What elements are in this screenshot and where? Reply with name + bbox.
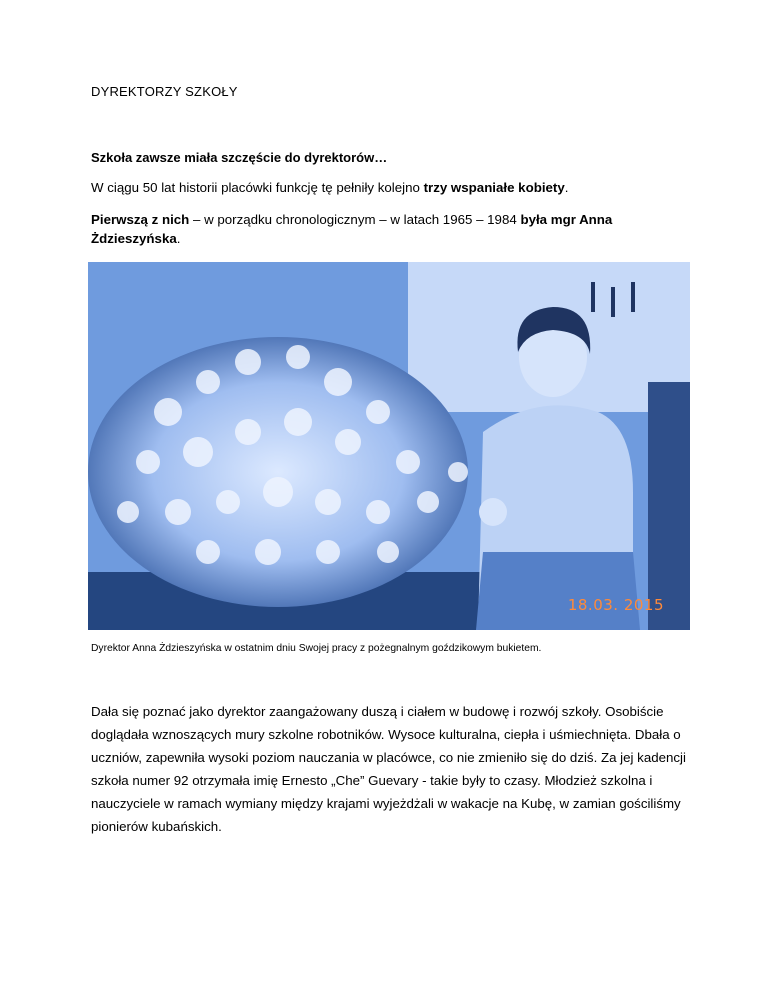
first-bold-start: Pierwszą z nich	[91, 212, 190, 227]
first-bold-name: była mgr Anna Żdzieszyńska	[91, 212, 613, 246]
document-heading: DYREKTORZY SZKOŁY	[91, 84, 238, 99]
woman-skirt	[476, 552, 640, 630]
director-photo	[88, 262, 690, 630]
woman-hand	[479, 498, 507, 526]
photo-illustration	[88, 262, 690, 630]
first-text: – w porządku chronologicznym – w latach 1965 – 1984	[189, 212, 521, 227]
bookshelf	[648, 382, 690, 630]
biography-paragraph: Dała się poznać jako dyrektor zaangażowany duszą i ciałem w budowę i rozwój szkoły. Osobiście doglądała wznoszących mury szkolne robotników. Wysoce kulturalna, ciepła i uśmiechnięta. Dbała o uczniów, zapewniła wysoki poziom nauczania w placówce, co nie zmieniło się do dziś. Za jej kadencji szkoła numer 92 otrzymała imię Ernesto „Che” Guevary - takie były to czasy. Młodzież szkolna i nauczyciele w ramach wymiany między krajami wyjeżdżali w wakacje na Kubę, w zamian gościliśmy pionierów kubańskich.	[91, 704, 686, 834]
intro-paragraph	[91, 180, 691, 195]
first-end: .	[176, 231, 181, 246]
intro-bold: trzy wspaniałe kobiety	[423, 180, 565, 195]
first-director-paragraph	[91, 210, 691, 248]
lead-sentence: Szkoła zawsze miała szczęście do dyrektorów…	[91, 150, 388, 165]
intro-text: W ciągu 50 lat historii placówki funkcję tę pełniły kolejno	[91, 180, 424, 195]
photo-date-stamp: 18.03. 2015	[567, 596, 664, 614]
photo-caption: Dyrektor Anna Żdzieszyńska w ostatnim dniu Swojej pracy z pożegnalnym goździkowym bukietem.	[91, 643, 542, 654]
intro-end: .	[564, 180, 569, 195]
